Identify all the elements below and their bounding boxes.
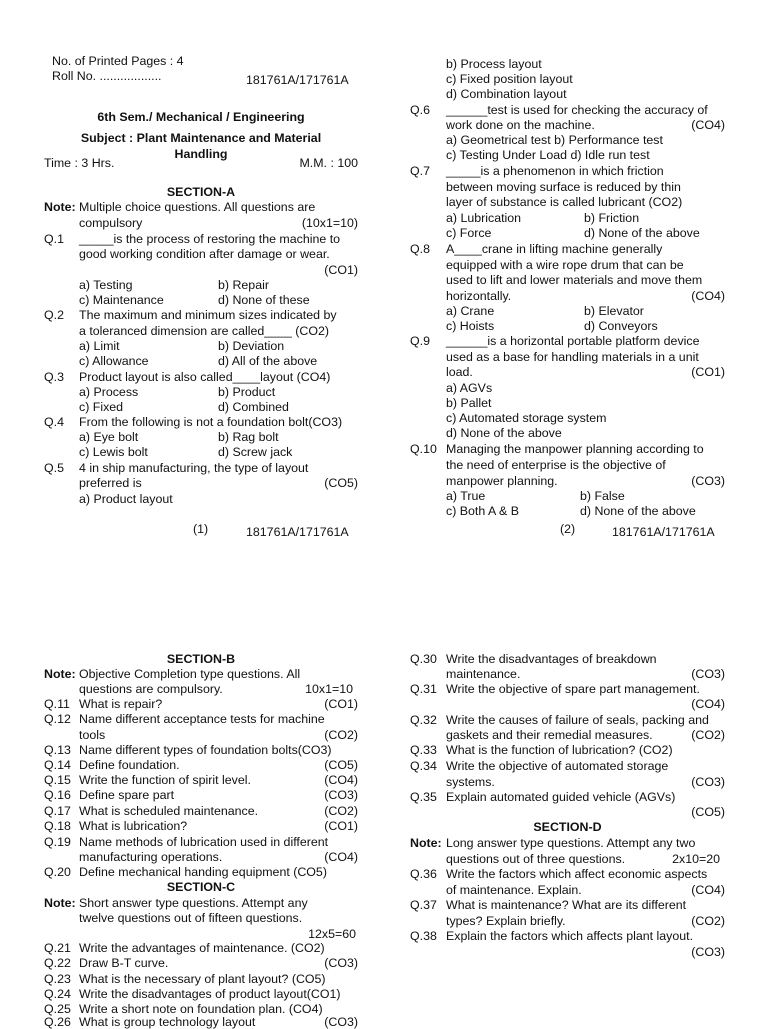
q1-co: (CO1): [324, 263, 358, 277]
q8-text-3: used to lift and lower materials and move them: [446, 273, 703, 287]
q25-number: Q.25: [44, 1002, 71, 1016]
q8-co: (CO4): [691, 289, 725, 303]
page-number-2: (2): [560, 522, 576, 536]
subject-line-1: Subject : Plant Maintenance and Material: [80, 131, 322, 145]
q32-text-1: Write the causes of failure of seals, packing and: [446, 713, 709, 727]
q37-number: Q.37: [410, 898, 437, 912]
q9-text-3: load.: [446, 365, 473, 379]
q4-option-c: c) Lewis bolt: [79, 445, 148, 459]
q5-text-2: preferred is: [79, 476, 142, 490]
q34-number: Q.34: [410, 759, 437, 773]
q12-text-2: tools: [79, 728, 106, 742]
q7-option-c: c) Force: [446, 226, 492, 240]
time: Time : 3 Hrs.: [44, 156, 115, 170]
q18-number: Q.18: [44, 819, 71, 833]
q26-co: (CO3): [324, 1015, 358, 1029]
q11-text: What is repair?: [79, 697, 163, 711]
q12-text-1: Name different acceptance tests for machine: [79, 712, 325, 726]
q7-text-3: layer of substance is called lubricant (CO2): [446, 195, 683, 209]
q37-text-2: types? Explain briefly.: [446, 914, 566, 928]
q37-co: (CO2): [691, 914, 725, 928]
note-d-marks: 2x10=20: [672, 852, 720, 866]
q30-text-2: maintenance.: [446, 667, 521, 681]
q6-text-2: work done on the machine.: [446, 118, 595, 132]
note-b-text-1: Objective Completion type questions. All: [79, 667, 301, 681]
q17-text: What is scheduled maintenance.: [79, 804, 259, 818]
note-b-label: Note:: [44, 667, 76, 681]
q20-text: Define mechanical handing equipment (CO5): [79, 865, 327, 879]
q35-text: Explain automated guided vehicle (AGVs): [446, 790, 676, 804]
q10-option-b: b) False: [580, 489, 625, 503]
roll-no: Roll No. ..................: [52, 69, 162, 83]
q5-text-1: 4 in ship manufacturing, the type of layout: [79, 461, 309, 475]
q11-co: (CO1): [324, 697, 358, 711]
q24-text: Write the disadvantages of product layout(CO1): [79, 987, 341, 1001]
q31-number: Q.31: [410, 682, 437, 696]
q30-text-1: Write the disadvantages of breakdown: [446, 652, 657, 666]
q5-number: Q.5: [44, 461, 64, 475]
q34-text-1: Write the objective of automated storage: [446, 759, 669, 773]
q35-co: (CO5): [691, 805, 725, 819]
q22-text: Draw B-T curve.: [79, 956, 169, 970]
q1-option-a: a) Testing: [79, 278, 133, 292]
q2-number: Q.2: [44, 308, 64, 322]
note-c-label: Note:: [44, 896, 76, 910]
q8-text-4: horizontally.: [446, 289, 512, 303]
q32-text-2: gaskets and their remedial measures.: [446, 728, 653, 742]
q19-number: Q.19: [44, 835, 71, 849]
q9-text-2: used as a base for handling materials in a unit: [446, 350, 699, 364]
note-b-marks: 10x1=10: [305, 682, 353, 696]
q8-text-1: A____crane in lifting machine generally: [446, 242, 663, 256]
q36-co: (CO4): [691, 883, 725, 897]
q19-text-1: Name methods of lubrication used in different: [79, 835, 329, 849]
q19-co: (CO4): [324, 850, 358, 864]
note-text-2: compulsory: [79, 216, 143, 230]
q3-option-b: b) Product: [218, 385, 276, 399]
q9-option-a: a) AGVs: [446, 381, 493, 395]
q26-text: What is group technology layout: [79, 1015, 256, 1029]
q9-text-1: ______is a horizontal portable platform device: [446, 334, 700, 348]
q4-text-1: From the following is not a foundation bolt(CO3): [79, 415, 343, 429]
q3-option-c: c) Fixed: [79, 400, 124, 414]
q37-text-1: What is maintenance? What are its different: [446, 898, 687, 912]
q8-option-d: d) Conveyors: [584, 319, 658, 333]
q8-text-2: equipped with a wire rope drum that can be: [446, 258, 684, 272]
q4-option-a: a) Eye bolt: [79, 430, 139, 444]
q2-option-d: d) All of the above: [218, 354, 318, 368]
q32-number: Q.32: [410, 713, 437, 727]
q4-option-b: b) Rag bolt: [218, 430, 279, 444]
q33-text: What is the function of lubrication? (CO2): [446, 743, 673, 757]
q38-number: Q.38: [410, 929, 437, 943]
q15-co: (CO4): [324, 773, 358, 787]
q14-co: (CO5): [324, 758, 358, 772]
note-c-text-1: Short answer type questions. Attempt any: [79, 896, 308, 910]
q3-option-d: d) Combined: [218, 400, 289, 414]
note-c-text-2: twelve questions out of fifteen questions.: [79, 911, 303, 925]
q12-number: Q.12: [44, 712, 71, 726]
semester-line: 6th Sem./ Mechanical / Engineering: [97, 110, 305, 124]
q8-option-b: b) Elevator: [584, 304, 644, 318]
q9-co: (CO1): [691, 365, 725, 379]
q16-number: Q.16: [44, 788, 71, 802]
max-marks: M.M. : 100: [299, 156, 358, 170]
q13-number: Q.13: [44, 743, 71, 757]
q10-option-a: a) True: [446, 489, 486, 503]
q15-text: Write the function of spirit level.: [79, 773, 251, 787]
section-a-heading: SECTION-A: [166, 185, 236, 199]
q8-option-c: c) Hoists: [446, 319, 495, 333]
note-d-text-2: questions out of three questions.: [446, 852, 626, 866]
q1-option-c: c) Maintenance: [79, 293, 164, 307]
note-c-marks: 12x5=60: [308, 927, 356, 941]
q9-number: Q.9: [410, 334, 430, 348]
q17-co: (CO2): [324, 804, 358, 818]
q18-co: (CO1): [324, 819, 358, 833]
q2-option-a: a) Limit: [79, 339, 120, 353]
q12-co: (CO2): [324, 728, 358, 742]
q23-number: Q.23: [44, 972, 71, 986]
q18-text: What is lubrication?: [79, 819, 188, 833]
q34-co: (CO3): [691, 775, 725, 789]
section-d-heading: SECTION-D: [533, 820, 602, 834]
q1-option-d: d) None of these: [218, 293, 310, 307]
q21-number: Q.21: [44, 941, 71, 955]
q34-text-2: systems.: [446, 775, 495, 789]
q7-option-a: a) Lubrication: [446, 211, 522, 225]
q10-option-d: d) None of the above: [580, 504, 696, 518]
q31-text: Write the objective of spare part management.: [446, 682, 700, 696]
q5-option-c: c) Fixed position layout: [446, 72, 573, 86]
q2-option-c: c) Allowance: [79, 354, 149, 368]
q1-number: Q.1: [44, 232, 64, 246]
page-number-1: (1): [193, 522, 209, 536]
q8-number: Q.8: [410, 242, 430, 256]
q2-text-1: The maximum and minimum sizes indicated by: [79, 308, 337, 322]
q7-option-b: b) Friction: [584, 211, 640, 225]
q1-option-b: b) Repair: [218, 278, 269, 292]
q9-option-b: b) Pallet: [446, 396, 492, 410]
q5-option-b: b) Process layout: [446, 57, 542, 71]
q10-text-1: Managing the manpower planning according to: [446, 442, 704, 456]
q4-number: Q.4: [44, 415, 64, 429]
q32-co: (CO2): [691, 728, 725, 742]
q7-text-2: between moving surface is reduced by thin: [446, 180, 681, 194]
q10-number: Q.10: [410, 442, 437, 456]
q33-number: Q.33: [410, 743, 437, 757]
subject-line-2: Handling: [174, 147, 228, 161]
q9-option-d: d) None of the above: [446, 426, 562, 440]
q6-co: (CO4): [691, 118, 725, 132]
q35-number: Q.35: [410, 790, 437, 804]
q7-option-d: d) None of the above: [584, 226, 700, 240]
note-d-label: Note:: [410, 836, 442, 850]
note-label: Note:: [44, 200, 76, 214]
q15-number: Q.15: [44, 773, 71, 787]
q10-option-c: c) Both A & B: [446, 504, 520, 518]
q10-text-3: manpower planning.: [446, 474, 558, 488]
q36-text-2: of maintenance. Explain.: [446, 883, 582, 897]
q8-option-a: a) Crane: [446, 304, 495, 318]
q16-co: (CO3): [324, 788, 358, 802]
q2-option-b: b) Deviation: [218, 339, 285, 353]
q30-number: Q.30: [410, 652, 437, 666]
q7-number: Q.7: [410, 164, 430, 178]
q6-options-cd: c) Testing Under Load d) Idle run test: [446, 148, 650, 162]
q11-number: Q.11: [44, 697, 70, 711]
q24-number: Q.24: [44, 987, 71, 1001]
note-marks: (10x1=10): [301, 216, 358, 230]
note-d-text-1: Long answer type questions. Attempt any two: [446, 836, 696, 850]
q20-number: Q.20: [44, 865, 71, 879]
q5-option-d: d) Combination layout: [446, 87, 567, 101]
q22-co: (CO3): [324, 956, 358, 970]
q1-text-1: _____is the process of restoring the machine to: [79, 232, 341, 246]
note-b-text-2: questions are compulsory.: [79, 682, 223, 696]
q31-co: (CO4): [691, 697, 725, 711]
q17-number: Q.17: [44, 804, 71, 818]
q16-text: Define spare part: [79, 788, 175, 802]
q10-co: (CO3): [691, 474, 725, 488]
q6-text-1: ______test is used for checking the accuracy of: [446, 103, 708, 117]
q3-option-a: a) Process: [79, 385, 139, 399]
q3-number: Q.3: [44, 370, 64, 384]
q4-option-d: d) Screw jack: [218, 445, 293, 459]
q13-text: Name different types of foundation bolts(CO3): [79, 743, 332, 757]
q5-option-a: a) Product layout: [79, 492, 173, 506]
q1-text-2: good working condition after damage or wear.: [79, 247, 330, 261]
q14-number: Q.14: [44, 758, 71, 772]
q21-text: Write the advantages of maintenance. (CO2): [79, 941, 325, 955]
q2-text-2: a toleranced dimension are called____ (CO2): [79, 324, 330, 338]
q25-text: Write a short note on foundation plan. (CO4): [79, 1002, 323, 1016]
q22-number: Q.22: [44, 956, 71, 970]
q5-co: (CO5): [324, 476, 358, 490]
paper-code: 181761A/171761A: [246, 73, 349, 87]
q38-co: (CO3): [691, 945, 725, 959]
footer-code-2: 181761A/171761A: [612, 525, 715, 539]
printed-pages: No. of Printed Pages : 4: [52, 54, 184, 68]
q19-text-2: manufacturing operations.: [79, 850, 223, 864]
q26-number: Q.26: [44, 1015, 71, 1029]
q36-text-1: Write the factors which affect economic aspects: [446, 867, 708, 881]
note-text-1: Multiple choice questions. All questions are: [79, 200, 316, 214]
q3-text-1: Product layout is also called____layout (CO4): [79, 370, 331, 384]
section-c-heading: SECTION-C: [166, 880, 236, 894]
q36-number: Q.36: [410, 867, 437, 881]
q10-text-2: the need of enterprise is the objective of: [446, 458, 666, 472]
q38-text: Explain the factors which affects plant layout.: [446, 929, 694, 943]
section-b-heading: SECTION-B: [166, 652, 236, 666]
footer-code-1: 181761A/171761A: [246, 525, 349, 539]
q14-text: Define foundation.: [79, 758, 180, 772]
q6-number: Q.6: [410, 103, 430, 117]
q30-co: (CO3): [691, 667, 725, 681]
q7-text-1: _____is a phenomenon in which friction: [446, 164, 664, 178]
q23-text: What is the necessary of plant layout? (CO5): [79, 972, 326, 986]
q9-option-c: c) Automated storage system: [446, 411, 607, 425]
q6-options-ab: a) Geometrical test b) Performance test: [446, 133, 663, 147]
